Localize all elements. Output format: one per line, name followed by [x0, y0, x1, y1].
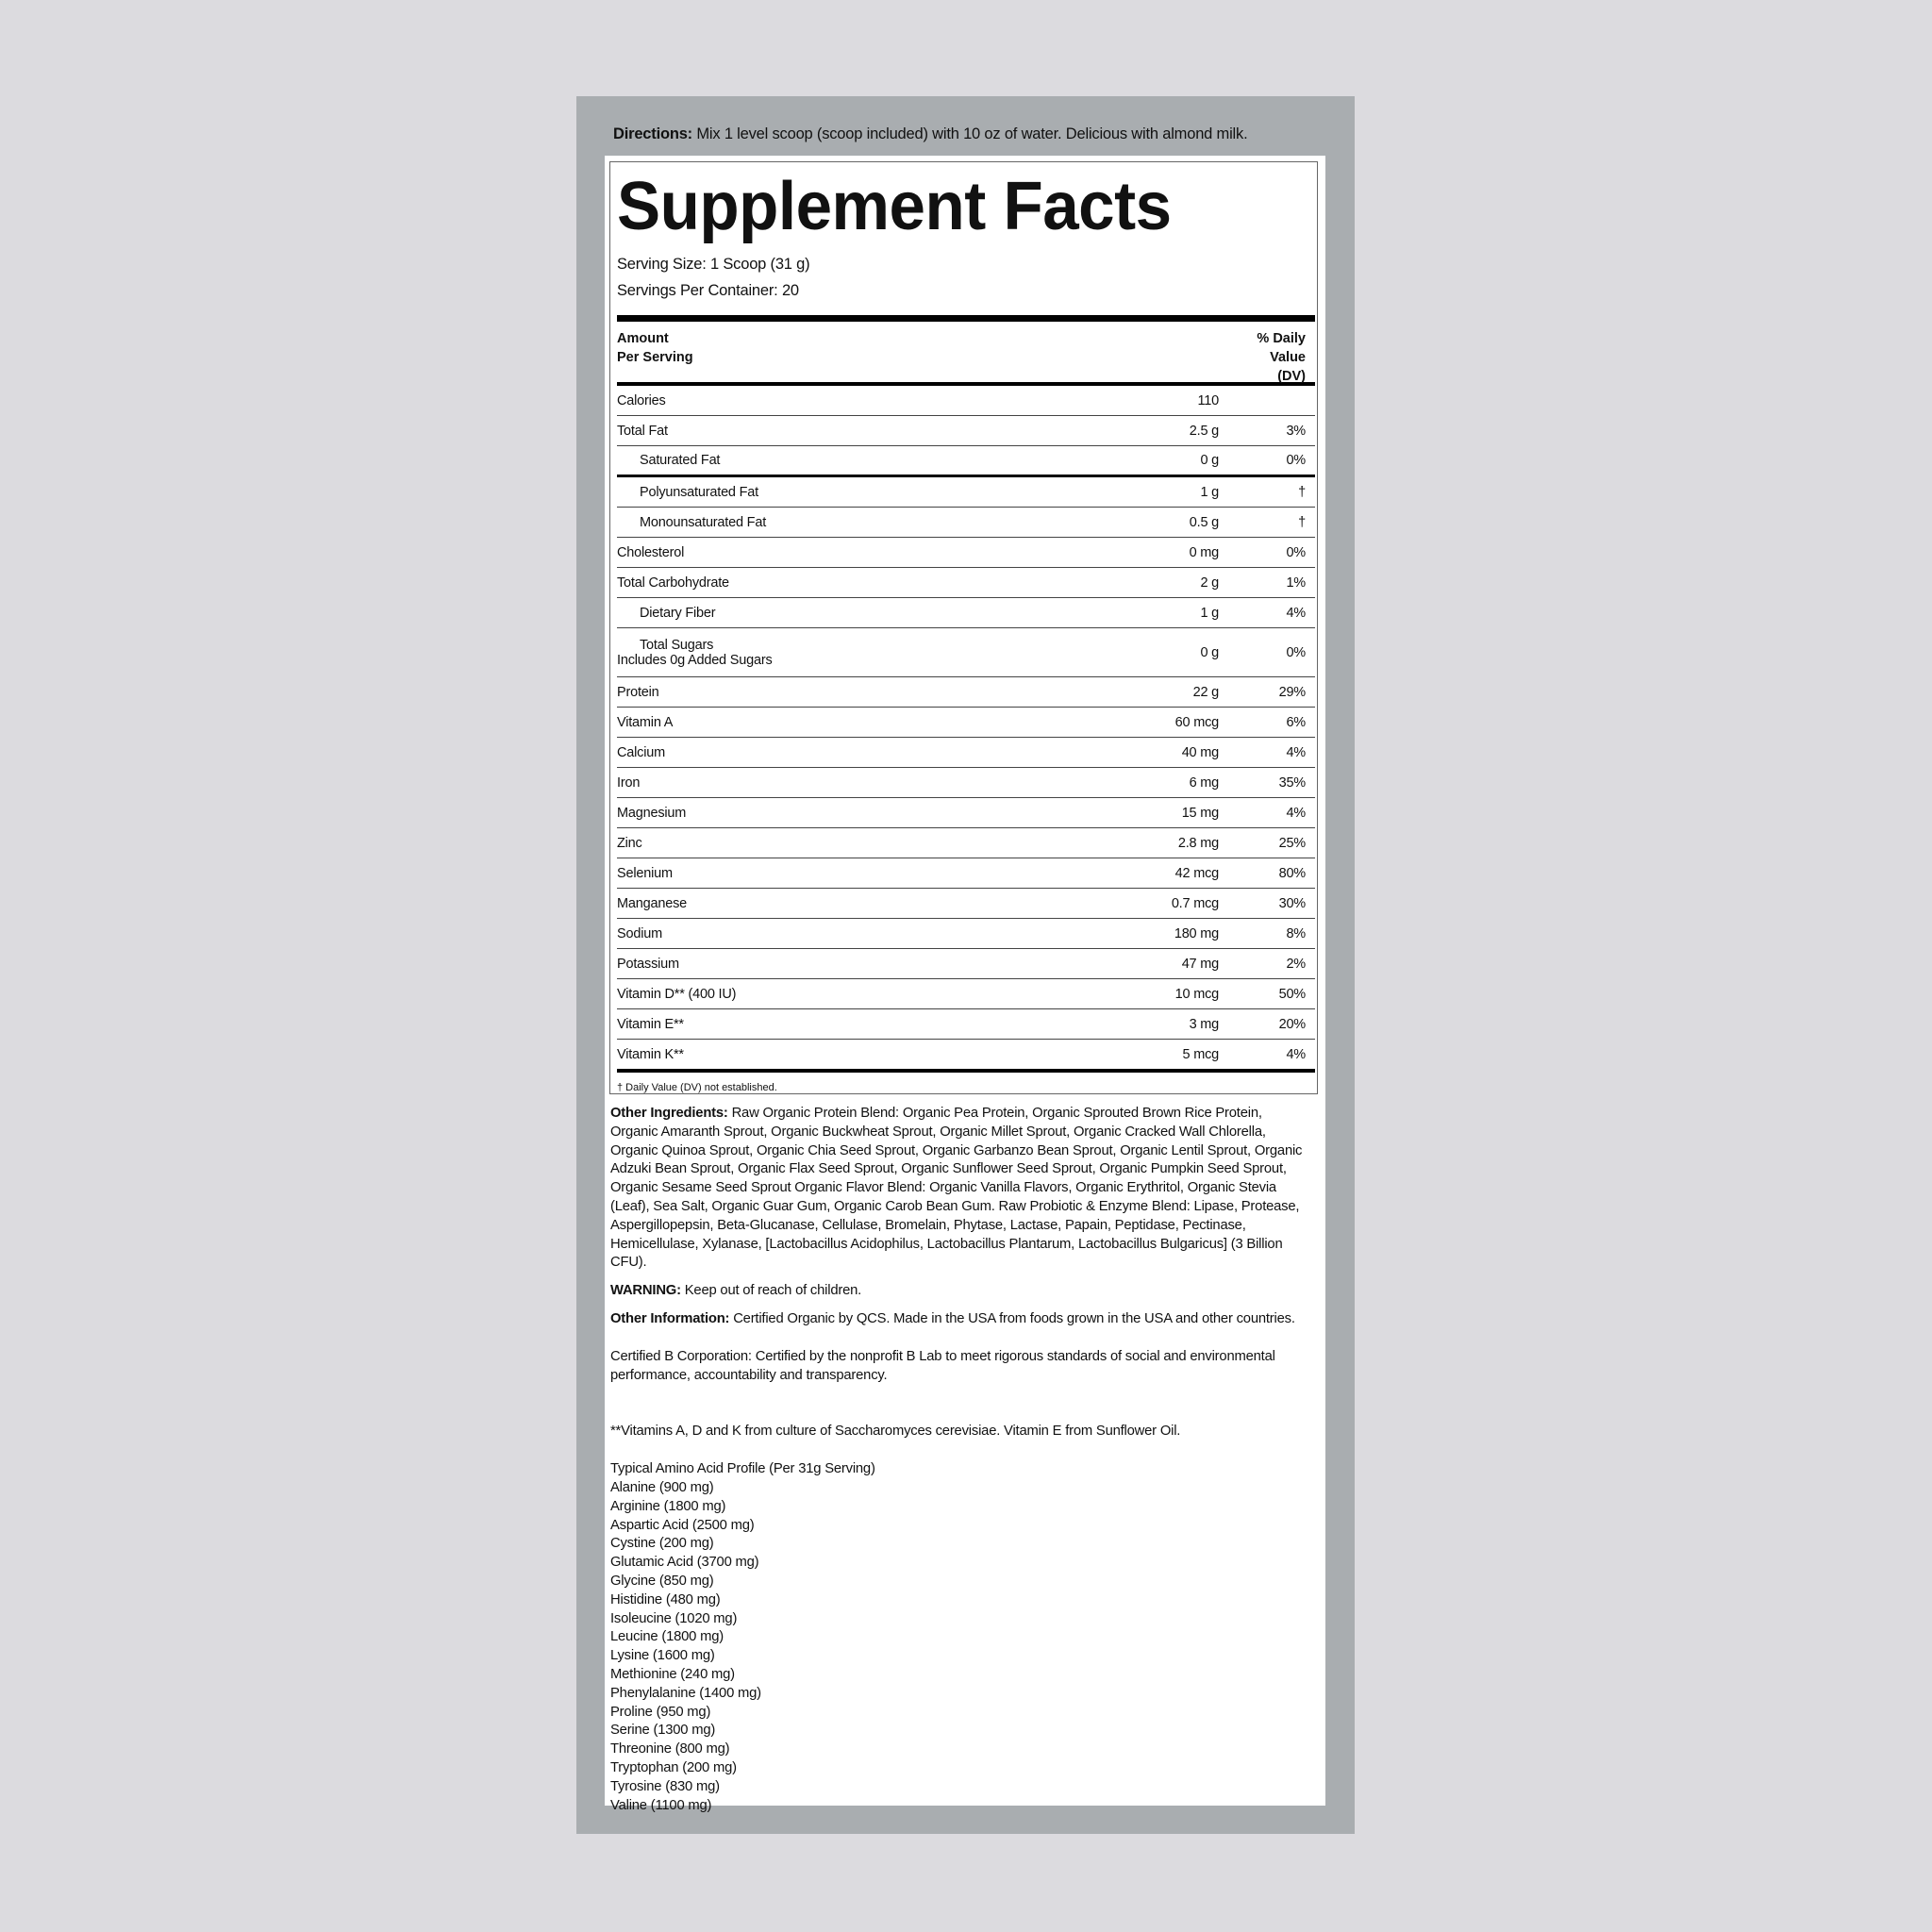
nutrient-amount: 5 mcg — [1182, 1046, 1219, 1062]
amino-item: Phenylalanine (1400 mg) — [610, 1685, 761, 1701]
amino-list — [610, 1479, 1313, 1815]
dv-footnote: † Daily Value (DV) not established. — [617, 1082, 777, 1093]
nutrient-row — [617, 1040, 1315, 1069]
nutrient-amount: 180 mg — [1174, 925, 1219, 941]
nutrient-dv: 4% — [1286, 744, 1306, 760]
nutrient-name-line1: Total Sugars — [640, 637, 714, 653]
directions — [613, 124, 1340, 144]
dv-header-line1: % Daily — [1257, 331, 1306, 346]
amino-item: Aspartic Acid (2500 mg) — [610, 1517, 755, 1533]
nutrient-name: Selenium — [617, 865, 673, 881]
nutrient-name: Iron — [617, 774, 641, 791]
nutrient-name: Total Carbohydrate — [617, 575, 729, 591]
nutrient-table — [617, 386, 1315, 1069]
nutrient-amount: 0.5 g — [1189, 514, 1219, 530]
facts-header — [617, 322, 1315, 382]
warning-label: WARNING: — [610, 1283, 681, 1299]
amino-item: Tyrosine (830 mg) — [610, 1778, 720, 1794]
vitamin-source-note: **Vitamins A, D and K from culture of Saccharomyces cerevisiae. Vitamin E from Sunflower Oil. — [610, 1424, 1181, 1440]
nutrient-dv: 0% — [1286, 544, 1306, 560]
amount-header — [617, 329, 693, 367]
nutrient-amount: 3 mg — [1189, 1016, 1219, 1032]
nutrient-dv: † — [1298, 484, 1306, 500]
nutrient-amount: 6 mg — [1189, 774, 1219, 791]
directions-label: Directions: — [613, 125, 692, 142]
nutrient-name: Calories — [617, 392, 666, 408]
nutrient-amount: 0 g — [1200, 644, 1219, 660]
other-ingredients — [610, 1105, 1313, 1273]
nutrient-name: Vitamin K** — [617, 1046, 684, 1062]
thick-divider — [617, 315, 1315, 322]
nutrient-name: Vitamin D** (400 IU) — [617, 986, 737, 1002]
nutrient-row — [617, 949, 1315, 979]
facts-title: Supplement Facts — [617, 169, 1172, 244]
nutrient-dv: 35% — [1278, 774, 1306, 791]
amount-header-line2: Per Serving — [617, 350, 693, 365]
nutrient-amount: 2 g — [1200, 575, 1219, 591]
nutrient-amount: 1 g — [1200, 484, 1219, 500]
nutrient-amount: 47 mg — [1181, 956, 1219, 972]
nutrient-dv: 30% — [1278, 895, 1306, 911]
nutrient-row — [617, 677, 1315, 708]
dv-header-line3: (DV) — [1277, 369, 1306, 384]
nutrient-dv: 3% — [1286, 423, 1306, 439]
nutrient-name: Calcium — [617, 744, 665, 760]
nutrient-amount: 15 mg — [1181, 805, 1219, 821]
warning — [610, 1282, 1313, 1301]
nutrient-dv: 0% — [1286, 453, 1306, 468]
supplement-facts-box — [609, 161, 1318, 1094]
nutrient-name: Dietary Fiber — [640, 605, 716, 621]
nutrient-name: Vitamin E** — [617, 1016, 684, 1032]
nutrient-row — [617, 738, 1315, 768]
nutrient-row — [617, 628, 1315, 677]
b-corp-statement: Certified B Corporation: Certified by the nonprofit B Lab to meet rigorous standards of social and environmental performance, accountability and transparency. — [610, 1348, 1275, 1383]
nutrient-name — [617, 638, 1087, 668]
nutrient-amount: 42 mcg — [1174, 865, 1219, 881]
nutrient-row — [617, 828, 1315, 858]
nutrient-row — [617, 598, 1315, 628]
amino-item: Threonine (800 mg) — [610, 1741, 730, 1757]
nutrient-row — [617, 1009, 1315, 1040]
dv-header — [1257, 329, 1315, 386]
nutrient-row — [617, 568, 1315, 598]
nutrient-row — [617, 446, 1315, 477]
amino-item: Methionine (240 mg) — [610, 1666, 735, 1682]
other-information — [610, 1310, 1313, 1329]
dv-header-line2: Value — [1270, 350, 1306, 365]
nutrient-dv: 29% — [1278, 684, 1306, 700]
amino-item: Glycine (850 mg) — [610, 1573, 714, 1589]
nutrient-amount: 10 mcg — [1174, 986, 1219, 1002]
amino-item: Isoleucine (1020 mg) — [610, 1610, 738, 1626]
nutrient-dv: 6% — [1286, 714, 1306, 730]
nutrient-name: Sodium — [617, 925, 662, 941]
amino-item: Histidine (480 mg) — [610, 1591, 721, 1607]
amino-item: Alanine (900 mg) — [610, 1479, 714, 1495]
amino-item: Proline (950 mg) — [610, 1704, 711, 1720]
nutrient-name: Magnesium — [617, 805, 687, 821]
nutrient-name: Manganese — [617, 895, 687, 911]
nutrient-dv: † — [1298, 514, 1306, 530]
nutrient-amount: 40 mg — [1181, 744, 1219, 760]
nutrient-dv: 8% — [1286, 925, 1306, 941]
nutrient-dv: 50% — [1278, 986, 1306, 1002]
nutrient-amount: 0 mg — [1189, 544, 1219, 560]
nutrient-dv: 2% — [1286, 956, 1306, 972]
nutrient-dv: 4% — [1286, 805, 1306, 821]
label-text — [610, 1105, 1313, 1815]
nutrient-row — [617, 858, 1315, 889]
nutrient-row — [617, 477, 1315, 508]
nutrient-amount: 110 — [1197, 392, 1219, 408]
nutrient-amount: 0 g — [1200, 453, 1219, 468]
nutrient-row — [617, 889, 1315, 919]
nutrient-dv: 20% — [1278, 1016, 1306, 1032]
nutrient-amount: 0.7 mcg — [1171, 895, 1219, 911]
servings-per-container: Servings Per Container: 20 — [617, 282, 799, 299]
nutrient-row — [617, 979, 1315, 1009]
other-ingredients-text: Raw Organic Protein Blend: Organic Pea Protein, Organic Sprouted Brown Rice Protein, Organic Amaranth Sprout, Organic Buckwheat Sprout, Organic Millet Sprout, Organic Cracked Wall Chlorella, Organic Quinoa Sprout, Organic Chia Seed Sprout, Organic Garbanzo Bean Sprout, Organic Lentil Sprout, Organic Adzuki Bean Sprout, Organic Flax Seed Sprout, Organic Sunflower Seed Sprout, Organic Pumpkin Seed Sprout, Organic Sesame Seed Sprout Organic Flavor Blend: Organic Vanilla Flavors, Organic Erythritol, Organic Stevia (Leaf), Sea Salt, Organic Guar Gum, Organic Carob Bean Gum. Raw Probiotic & Enzyme Blend: Lipase, Protease, Aspergillopepsin, Beta-Glucanase, Cellulase, Bromelain, Phytase, Lactase, Papain, Peptidase, Pectinase, Hemicellulase, Xylanase, [Lactobacillus Acidophilus, Lactobacillus Plantarum, Lactobacillus Bulgaricus] (3 Billion CFU). — [610, 1106, 1303, 1271]
amino-heading: Typical Amino Acid Profile (Per 31g Serving) — [610, 1461, 875, 1477]
amino-item: Tryptophan (200 mg) — [610, 1759, 737, 1775]
bottom-divider — [617, 1069, 1315, 1073]
warning-text: Keep out of reach of children. — [680, 1283, 862, 1299]
nutrient-name: Cholesterol — [617, 544, 685, 560]
nutrient-amount: 60 mcg — [1174, 714, 1219, 730]
nutrient-dv: 4% — [1286, 605, 1306, 621]
nutrient-row — [617, 798, 1315, 828]
nutrient-row — [617, 768, 1315, 798]
nutrient-name: Monounsaturated Fat — [640, 514, 767, 530]
nutrient-dv: 1% — [1286, 575, 1306, 591]
nutrient-name-line2: Includes 0g Added Sugars — [617, 652, 773, 668]
other-ingredients-label: Other Ingredients: — [610, 1106, 728, 1121]
amino-item: Cystine (200 mg) — [610, 1536, 714, 1552]
nutrient-dv: 80% — [1278, 865, 1306, 881]
nutrient-amount: 22 g — [1192, 684, 1219, 700]
amino-item: Valine (1100 mg) — [610, 1797, 712, 1813]
amino-item: Leucine (1800 mg) — [610, 1629, 724, 1645]
nutrient-name: Polyunsaturated Fat — [640, 484, 758, 500]
nutrient-row — [617, 508, 1315, 538]
nutrient-row — [617, 386, 1315, 416]
nutrient-name: Vitamin A — [617, 714, 674, 730]
nutrient-name: Potassium — [617, 956, 679, 972]
nutrient-name: Total Fat — [617, 423, 668, 439]
directions-text: Mix 1 level scoop (scoop included) with 10 oz of water. Delicious with almond milk. — [691, 125, 1248, 142]
nutrient-amount: 2.5 g — [1189, 423, 1219, 439]
nutrient-row — [617, 538, 1315, 568]
amino-item: Lysine (1600 mg) — [610, 1648, 715, 1664]
nutrient-dv: 0% — [1286, 644, 1306, 660]
amount-header-line1: Amount — [617, 331, 669, 346]
nutrient-row — [617, 919, 1315, 949]
nutrient-name: Protein — [617, 684, 659, 700]
nutrient-row — [617, 708, 1315, 738]
nutrient-name: Zinc — [617, 835, 642, 851]
other-information-text: Certified Organic by QCS. Made in the USA from foods grown in the USA and other countries. — [729, 1310, 1295, 1326]
nutrient-dv: 4% — [1286, 1046, 1306, 1062]
nutrient-dv: 25% — [1278, 835, 1306, 851]
amino-item: Glutamic Acid (3700 mg) — [610, 1555, 759, 1571]
other-information-label: Other Information: — [610, 1310, 730, 1326]
nutrient-amount: 2.8 mg — [1177, 835, 1219, 851]
amino-item: Arginine (1800 mg) — [610, 1498, 726, 1514]
nutrient-amount: 1 g — [1200, 605, 1219, 621]
serving-size: Serving Size: 1 Scoop (31 g) — [617, 256, 810, 273]
nutrient-name: Saturated Fat — [640, 453, 721, 468]
nutrient-row — [617, 416, 1315, 446]
amino-item: Serine (1300 mg) — [610, 1723, 716, 1739]
